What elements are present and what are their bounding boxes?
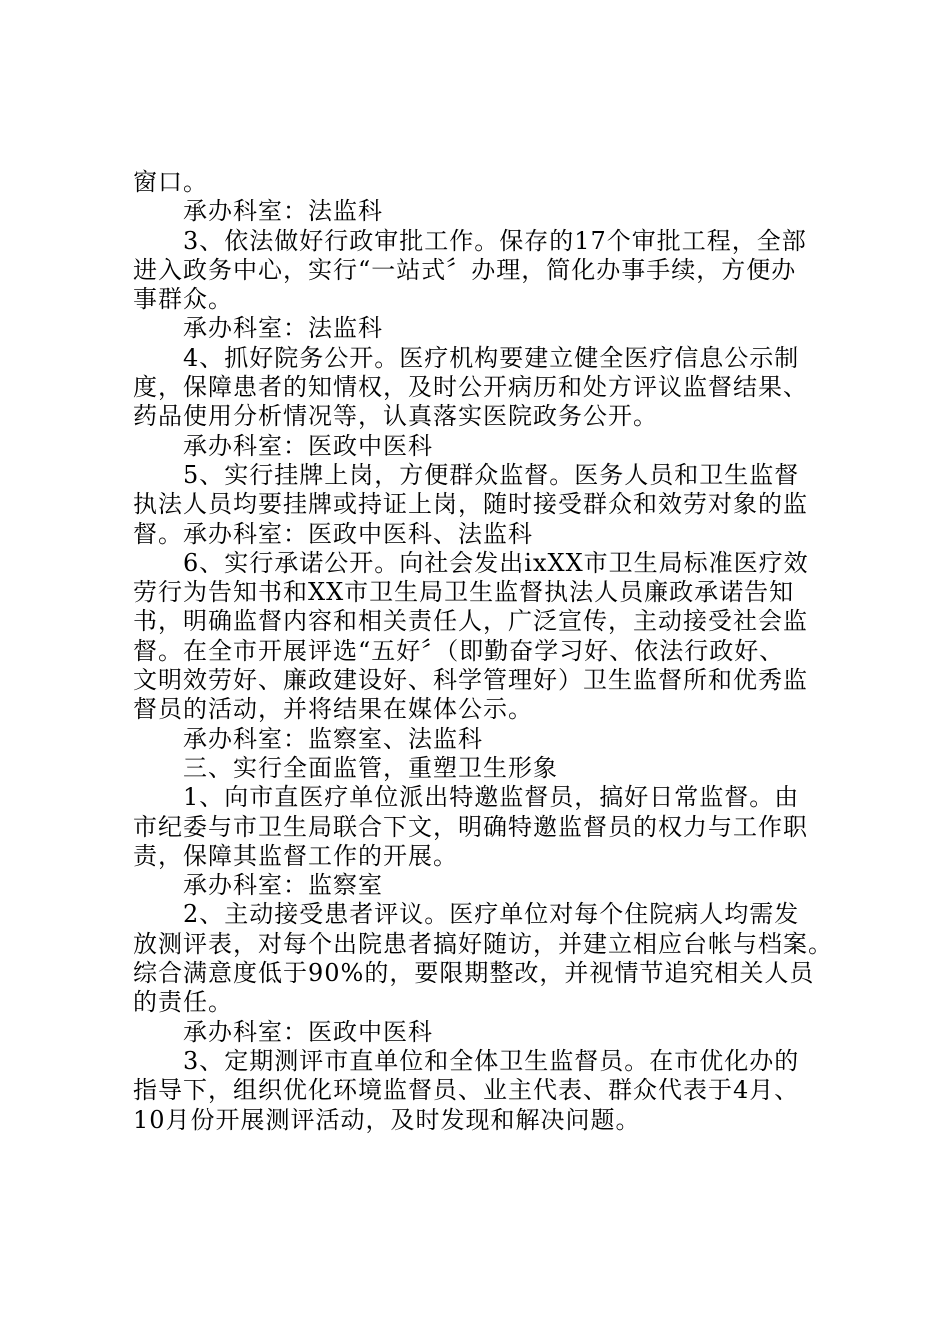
text-line: 书，明确监督内容和相关责任人，广泛宣传，主动接受社会监 [133, 607, 808, 636]
text-line: 进入政务中心，实行“一站式〞办理，简化办事手续，方便办 [133, 255, 797, 284]
text-line: 度，保障患者的知情权，及时公开病历和处方评议监督结果、 [133, 373, 808, 402]
text-line: 5、实行挂牌上岗，方便群众监督。医务人员和卫生监督 [183, 460, 800, 489]
text-line: 承办科室：医政中医科 [183, 431, 433, 460]
text-line: 执法人员均要挂牌或持证上岗，随时接受群众和效劳对象的监 [133, 490, 808, 519]
text-line: 文明效劳好、廉政建设好、科学管理好）卫生监督所和优秀监 [133, 666, 808, 695]
document-body [133, 168, 843, 1135]
text-line: 三、实行全面监管，重塑卫生形象 [183, 753, 558, 782]
text-line: 1、向市直医疗单位派出特邀监督员，搞好日常监督。由 [183, 783, 800, 812]
text-line: 市纪委与市卫生局联合下文，明确特邀监督员的权力与工作职 [133, 812, 808, 841]
text-line: 承办科室：医政中医科 [183, 1017, 433, 1046]
text-line: 3、定期测评市直单位和全体卫生监督员。在市优化办的 [183, 1046, 800, 1075]
text-line: 2、主动接受患者评议。医疗单位对每个住院病人均需发 [183, 900, 800, 929]
text-line: 综合满意度低于90%的，要限期整改，并视情节追究相关人员 [133, 959, 815, 988]
text-line: 承办科室：监察室 [183, 871, 383, 900]
text-line: 的责任。 [133, 988, 233, 1017]
text-line: 督。在全市开展评选“五好〞（即勤奋学习好、依法行政好、 [133, 636, 785, 665]
text-line: 6、实行承诺公开。向社会发出ixXX市卫生局标准医疗效 [183, 548, 809, 577]
text-line: 窗口。 [133, 168, 208, 196]
text-line: 放测评表，对每个出院患者搞好随访，并建立相应台帐与档案。 [133, 929, 833, 958]
text-line: 承办科室：法监科 [183, 314, 383, 343]
text-line: 指导下，组织优化环境监督员、业主代表、群众代表于4月、 [133, 1076, 800, 1105]
text-line: 劳行为告知书和XX市卫生局卫生监督执法人员廉政承诺告知 [133, 578, 795, 607]
text-line: 承办科室：监察室、法监科 [183, 724, 483, 753]
text-line: 4、抓好院务公开。医疗机构要建立健全医疗信息公示制 [183, 343, 800, 372]
text-line: 责，保障其监督工作的开展。 [133, 841, 458, 870]
text-line: 3、依法做好行政审批工作。保存的17个审批工程，全部 [183, 226, 807, 255]
text-line: 药品使用分析情况等，认真落实医院政务公开。 [133, 402, 658, 431]
text-line: 10月份开展测评活动，及时发现和解决问题。 [133, 1105, 641, 1134]
text-line: 督。承办科室：医政中医科、法监科 [133, 519, 533, 548]
text-line: 事群众。 [133, 285, 233, 314]
text-line: 督员的活动，并将结果在媒体公示。 [133, 695, 533, 724]
text-line: 承办科室：法监科 [183, 197, 383, 226]
